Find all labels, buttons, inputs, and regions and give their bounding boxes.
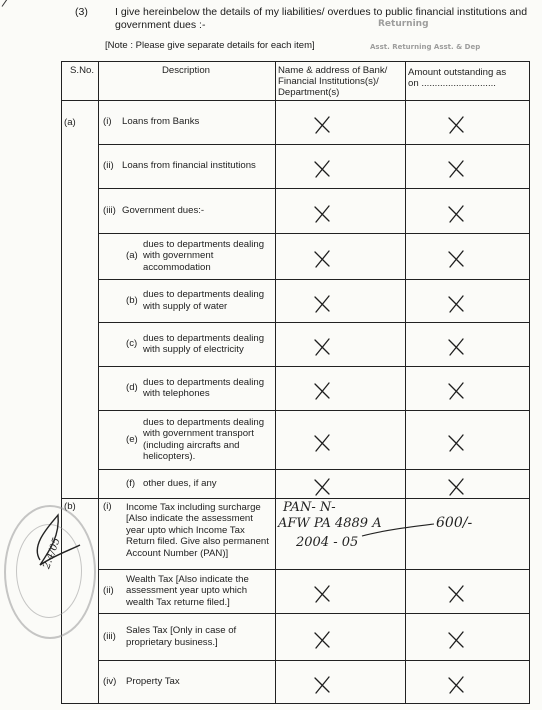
header-name-line1: Name & address of Bank/ <box>278 65 388 76</box>
row-number: (f) <box>126 477 136 489</box>
row-description-line: with telephones <box>143 388 210 399</box>
name-cell-cross-mark <box>310 202 334 226</box>
row-description-line: Loans from financial institutions <box>122 160 256 172</box>
row-number: (c) <box>126 338 138 349</box>
row-description-line: Government dues:- <box>122 204 205 216</box>
amount-cell-cross-mark <box>444 379 468 403</box>
row-description-line: with supply of water <box>143 300 228 312</box>
amount-cell-cross-mark <box>444 292 468 316</box>
amount-cell-cross-mark <box>444 582 468 606</box>
name-cell-cross-mark <box>310 157 334 181</box>
handwritten-assessment-year: 2004 - 05 <box>296 535 359 550</box>
row-description-line: accommodation <box>143 261 211 273</box>
header-description: Description <box>162 65 210 76</box>
amount-cell-cross-mark <box>444 673 468 697</box>
row-description-line: Property Tax <box>126 675 180 687</box>
row-description-line: with supply of electricity <box>143 344 244 355</box>
row-description-line: [Also indicate the assessment <box>126 513 253 525</box>
row-description-line: Income Tax including surcharge <box>126 502 261 513</box>
row-number: (iv) <box>103 675 117 687</box>
row-description-line: with government transport <box>143 428 254 440</box>
row-description-line: Wealth Tax [Also indicate the <box>126 573 249 585</box>
header-name-line3: Department(s) <box>278 87 340 98</box>
header-sno: S.No. <box>70 65 94 76</box>
row-description-line: (including aircrafts and <box>143 439 240 451</box>
stamp-top-line2: Asst. Returning Asst. & Dep <box>370 43 481 51</box>
name-cell-cross-mark <box>310 292 334 316</box>
row-description-line: other dues, if any <box>143 477 217 489</box>
row-description-line: dues to departments dealing <box>143 332 265 344</box>
amount-cell-cross-mark <box>444 113 468 137</box>
amount-cell-cross-mark <box>444 431 468 455</box>
row-number: (i) <box>103 116 112 127</box>
name-cell-cross-mark <box>310 379 334 403</box>
name-cell-cross-mark <box>310 475 334 499</box>
stamp-top-line1: Returning <box>378 19 429 29</box>
name-cell-cross-mark <box>310 431 334 455</box>
row-description-line: with government <box>143 250 214 262</box>
row-number: (iii) <box>103 630 116 642</box>
name-cell-cross-mark <box>310 247 334 271</box>
header-name-line2: Financial Institutions(s)/ <box>278 76 379 87</box>
row-description-line: assessment year upto which <box>126 585 248 597</box>
row-description-line: dues to departments dealing <box>143 416 265 428</box>
handwritten-amount: 600/- <box>436 515 473 531</box>
row-description-line: Sales Tax [Only in case of <box>126 625 237 637</box>
handwritten-arrow <box>360 520 440 540</box>
header-amount-line2: on ............................ <box>408 78 496 89</box>
header-amount-line1: Amount outstanding as <box>408 67 507 78</box>
row-description-line: year upto which Income Tax <box>126 524 245 536</box>
row-number: (ii) <box>103 160 114 171</box>
name-cell-cross-mark <box>310 628 334 652</box>
name-cell-cross-mark <box>310 113 334 137</box>
amount-cell-cross-mark <box>444 247 468 271</box>
section-b-label: (b) <box>64 501 76 512</box>
row-number: (i) <box>103 501 112 512</box>
row-number: (ii) <box>103 585 114 596</box>
row-description-line: wealth Tax returne filed.] <box>126 596 230 608</box>
name-cell-cross-mark <box>310 673 334 697</box>
signature-date: 2.4/05 <box>41 536 63 571</box>
amount-cell-cross-mark <box>444 157 468 181</box>
name-cell-cross-mark <box>310 335 334 359</box>
handwritten-pan-label: PAN- N- <box>283 500 336 515</box>
intro-line-1: I give hereinbelow the details of my liabilities/ overdues to public financial institutions and <box>115 6 528 18</box>
row-number: (d) <box>126 382 138 393</box>
row-number: (e) <box>126 433 138 445</box>
note-text: [Note : Please give separate details for each item] <box>105 40 315 51</box>
row-number: (b) <box>126 294 138 306</box>
row-description-line: helicopters). <box>143 450 196 462</box>
amount-cell-cross-mark <box>444 628 468 652</box>
row-description-line: Account Number (PAN)] <box>126 547 229 559</box>
row-number: (a) <box>126 250 138 261</box>
amount-cell-cross-mark <box>444 202 468 226</box>
row-description-line: Loans from Banks <box>122 116 200 128</box>
amount-cell-cross-mark <box>444 475 468 499</box>
row-description-line: proprietary business.] <box>126 636 218 648</box>
intro-line-2: government dues :- <box>115 19 206 31</box>
row-number: (iii) <box>103 204 116 216</box>
row-description-line: dues to departments dealing <box>143 289 265 301</box>
item-number: (3) <box>75 6 88 18</box>
section-a-label: (a) <box>64 117 76 128</box>
row-description-line: dues to departments dealing <box>143 238 265 250</box>
handwritten-pan-number: AFW PA 4889 A <box>278 516 382 531</box>
row-description-line: dues to departments dealing <box>143 376 265 388</box>
name-cell-cross-mark <box>310 582 334 606</box>
amount-cell-cross-mark <box>444 335 468 359</box>
row-description-line: Return filed. Give also permanent <box>126 536 269 548</box>
